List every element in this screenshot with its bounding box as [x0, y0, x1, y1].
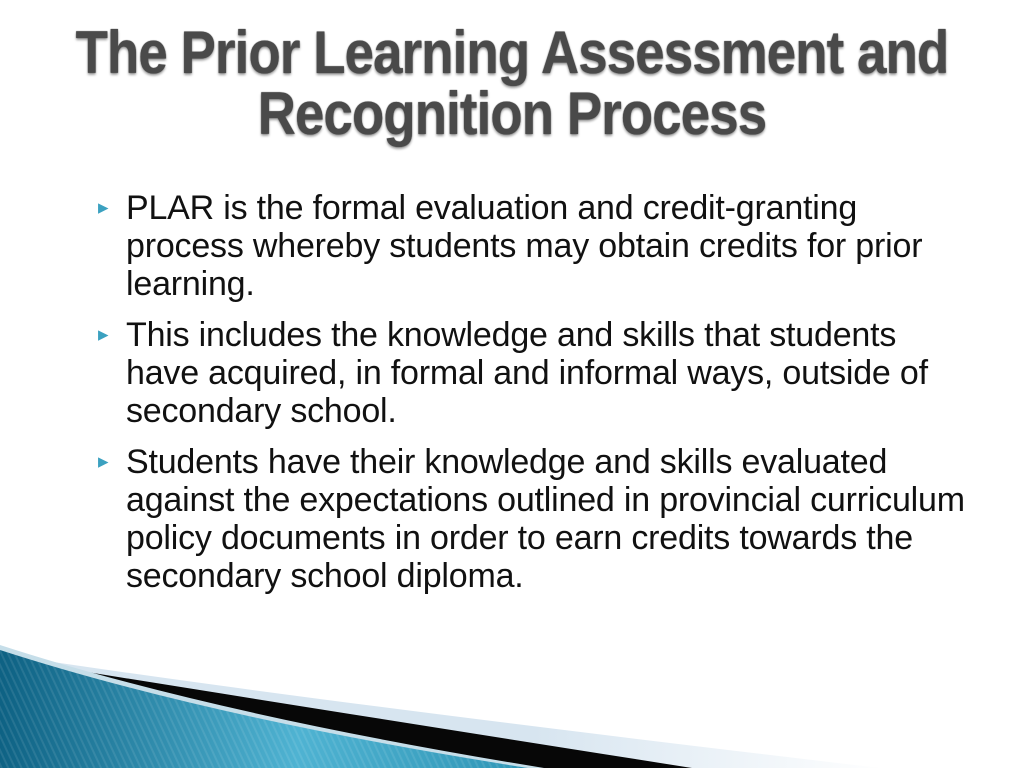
- bullet-list: [97, 189, 969, 608]
- teal-wedge-shape: [0, 650, 528, 768]
- teal-wedge-pinstripe-texture: [0, 650, 528, 768]
- triangle-right-bullet-icon: ▸: [98, 323, 109, 346]
- slide-title: The Prior Learning Assessment and Recognition Process: [75, 19, 949, 148]
- triangle-right-bullet-icon: ▸: [98, 450, 109, 473]
- pale-wedge-shape: [0, 654, 880, 768]
- bullet-item: [97, 443, 969, 595]
- triangle-right-bullet-icon: ▸: [98, 196, 109, 219]
- bullet-text: This includes the knowledge and skills that students have acquired, in formal and informal ways, outside of secondary school.: [126, 316, 928, 430]
- teal-wedge-edge-highlight: [0, 645, 544, 768]
- bullet-item: [97, 189, 969, 303]
- bullet-item: [97, 316, 969, 430]
- black-wedge-shape: [0, 658, 692, 768]
- bullet-text: PLAR is the formal evaluation and credit-granting process whereby students may obtain credits for prior learning.: [126, 189, 923, 303]
- bullet-text: Students have their knowledge and skills evaluated against the expectations outlined in provincial curriculum policy documents in order to earn credits towards the secondary school diploma.: [126, 443, 965, 595]
